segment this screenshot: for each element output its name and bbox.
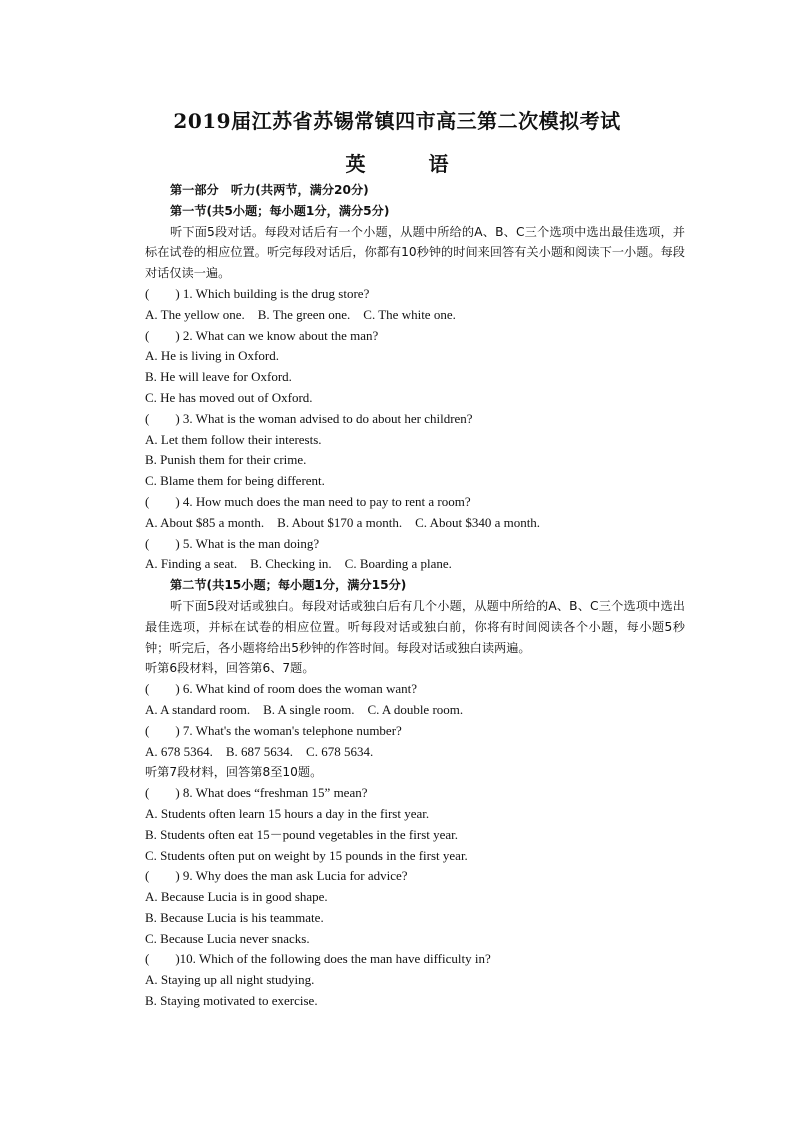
question-2-option-a: A. He is living in Oxford. <box>145 348 279 364</box>
question-8-option-a: A. Students often learn 15 hours a day in the first year. <box>145 805 430 821</box>
section2-heading: 第二节(共15小题；每小题1分，满分15分) <box>170 578 407 593</box>
question-7-stem: ( ) 7. What's the woman's telephone number? <box>145 722 402 738</box>
question-8-option-b: B. Students often eat 15－pound vegetables in the first year. <box>145 826 459 842</box>
question-4-options: A. About $85 a month. B. About $170 a month. C. About $340 a month. <box>145 514 541 530</box>
question-3-option-a: A. Let them follow their interests. <box>145 431 322 447</box>
question-1-stem: ( ) 1. Which building is the drug store? <box>145 285 370 301</box>
subject-title: 英 语 <box>345 152 477 176</box>
exam-content <box>145 180 685 1012</box>
question-4-stem: ( ) 4. How much does the man need to pay to rent a room? <box>145 493 471 509</box>
question-1-options: A. The yellow one. B. The green one. C. The white one. <box>145 306 456 322</box>
question-2-stem: ( ) 2. What can we know about the man? <box>145 327 379 343</box>
question-3-stem: ( ) 3. What is the woman advised to do about her children? <box>145 410 473 426</box>
question-6-stem: ( ) 6. What kind of room does the woman want? <box>145 681 417 697</box>
question-10-option-b: B. Staying motivated to exercise. <box>145 993 318 1009</box>
question-9-option-a: A. Because Lucia is in good shape. <box>145 889 328 905</box>
material-7-label: 听第7段材料，回答第8至10题。 <box>145 765 323 780</box>
question-3-option-c: C. Blame them for being different. <box>145 473 325 489</box>
question-8-option-c: C. Students often put on weight by 15 pounds in the first year. <box>145 847 468 863</box>
question-5-stem: ( ) 5. What is the man doing? <box>145 535 320 551</box>
question-7-options: A. 678 5364. B. 687 5634. C. 678 5634. <box>145 743 374 759</box>
section1-instructions: 听下面5段对话。每段对话后有一个小题，从题中所给的A、B、C三个选项中选出最佳选项，并标在试卷的相应位置。听完每段对话后，你都有10秒钟的时间来回答有关小题和阅读下一小题。每段对话仅读一遍。 <box>145 224 685 281</box>
exam-title: 2019届江苏省苏锡常镇四市高三第二次模拟考试 <box>173 109 621 133</box>
question-10-stem: ( )10. Which of the following does the man have difficulty in? <box>145 951 491 967</box>
question-9-option-c: C. Because Lucia never snacks. <box>145 930 310 946</box>
question-6-options: A. A standard room. B. A single room. C. A double room. <box>145 701 464 717</box>
material-6-label: 听第6段材料，回答第6、7题。 <box>145 661 315 676</box>
section2-instructions: 听下面5段对话或独白。每段对话或独白后有几个小题，从题中所给的A、B、C三个选项中选出最佳选项，并标在试卷的相应位置。听每段对话或独白前，你将有时间阅读各个小题，每小题5秒钟；听完后，各小题将给出5秒钟的作答时间。每段对话或独白读两遍。 <box>145 598 685 655</box>
section1-heading: 第一节(共5小题；每小题1分，满分5分) <box>170 203 390 218</box>
question-9-option-b: B. Because Lucia is his teammate. <box>145 909 324 925</box>
question-9-stem: ( ) 9. Why does the man ask Lucia for advice? <box>145 868 408 884</box>
question-10-option-a: A. Staying up all night studying. <box>145 972 315 988</box>
part1-heading: 第一部分 听力(共两节，满分20分) <box>170 183 369 197</box>
question-2-option-c: C. He has moved out of Oxford. <box>145 389 313 405</box>
question-2-option-b: B. He will leave for Oxford. <box>145 369 292 385</box>
question-5-options: A. Finding a seat. B. Checking in. C. Boarding a plane. <box>145 556 452 572</box>
question-3-option-b: B. Punish them for their crime. <box>145 452 307 468</box>
question-8-stem: ( ) 8. What does “freshman 15” mean? <box>145 785 368 801</box>
